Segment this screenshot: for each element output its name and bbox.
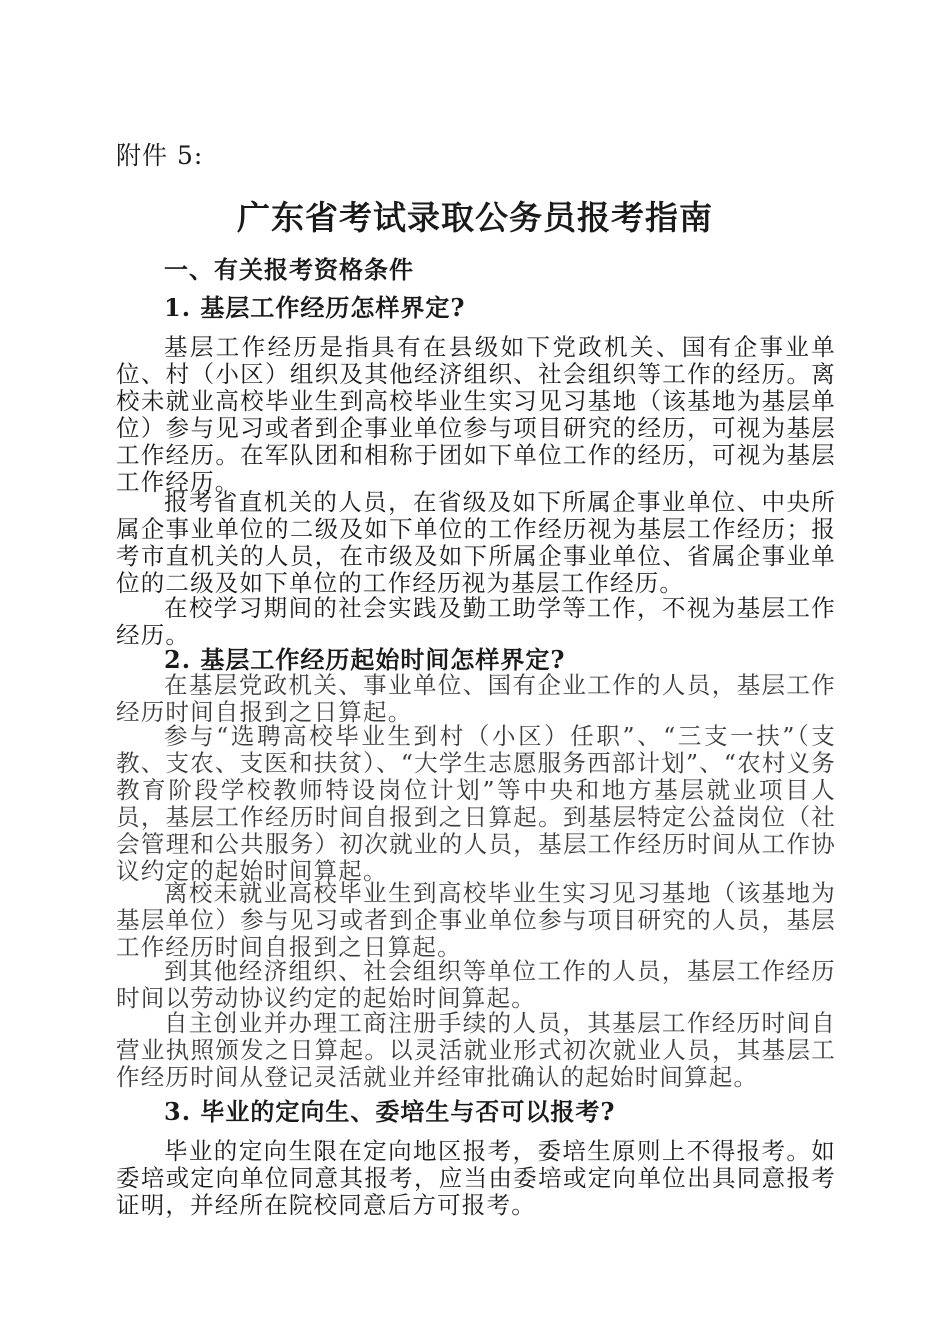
q2-paragraph-3: 离校未就业高校毕业生到高校毕业生实习见习基地（该基地为基层单位）参与见习或者到企事业单位参与项目研究的人员，基层工作经历时间自报到之日算起。 bbox=[116, 879, 836, 961]
document-title: 广东省考试录取公务员报考指南 bbox=[237, 198, 713, 237]
annex-label: 附件 5: bbox=[116, 141, 204, 170]
question-heading-1: 1. 基层工作经历怎样界定? bbox=[164, 293, 466, 322]
q1-paragraph-2: 报考省直机关的人员，在省级及如下所属企事业单位、中央所属企事业单位的二级及如下单位的工作经历视为基层工作经历；报考市直机关的人员，在市级及如下所属企事业单位、省属企事业单位的二级及如下单位的工作经历视为基层工作经历。 bbox=[116, 488, 836, 597]
q1-paragraph-1: 基层工作经历是指具有在县级如下党政机关、国有企事业单位、村（小区）组织及其他经济组织、社会组织等工作的经历。离校未就业高校毕业生到高校毕业生实习见习基地（该基地为基层单位）参与见习或者到企事业单位参与项目研究的经历，可视为基层工作经历。在军队团和相称于团如下单位工作的经历，可视为基层工作经历。 bbox=[116, 333, 836, 496]
q2-paragraph-5: 自主创业并办理工商注册手续的人员，其基层工作经历时间自营业执照颁发之日算起。以灵活就业形式初次就业人员，其基层工作经历时间从登记灵活就业并经审批确认的起始时间算起。 bbox=[116, 1009, 836, 1091]
section-heading-eligibility: 一、有关报考资格条件 bbox=[164, 255, 414, 284]
q1-paragraph-3: 在校学习期间的社会实践及勤工助学等工作，不视为基层工作经历。 bbox=[116, 594, 836, 649]
question-heading-3: 3. 毕业的定向生、委培生与否可以报考? bbox=[164, 1097, 616, 1126]
question-heading-2: 2. 基层工作经历起始时间怎样界定? bbox=[164, 645, 566, 674]
q3-paragraph-1: 毕业的定向生限在定向地区报考，委培生原则上不得报考。如委培或定向单位同意其报考，应当由委培或定向单位出具同意报考证明，并经所在院校同意后方可报考。 bbox=[116, 1137, 836, 1219]
q2-paragraph-1: 在基层党政机关、事业单位、国有企业工作的人员，基层工作经历时间自报到之日算起。 bbox=[116, 671, 836, 726]
q2-paragraph-4: 到其他经济组织、社会组织等单位工作的人员，基层工作经历时间以劳动协议约定的起始时间算起。 bbox=[116, 957, 836, 1012]
q2-paragraph-2: 参与“选聘高校毕业生到村（小区）任职”、“三支一扶”（支教、支农、支医和扶贫）、“大学生志愿服务西部计划”、“农村义务教育阶段学校教师特设岗位计划”等中央和地方基层就业项目人员，基层工作经历时间自报到之日算起。到基层特定公益岗位（社会管理和公共服务）初次就业的人员，基层工作经历时间从工作协议约定的起始时间算起。 bbox=[116, 722, 836, 885]
